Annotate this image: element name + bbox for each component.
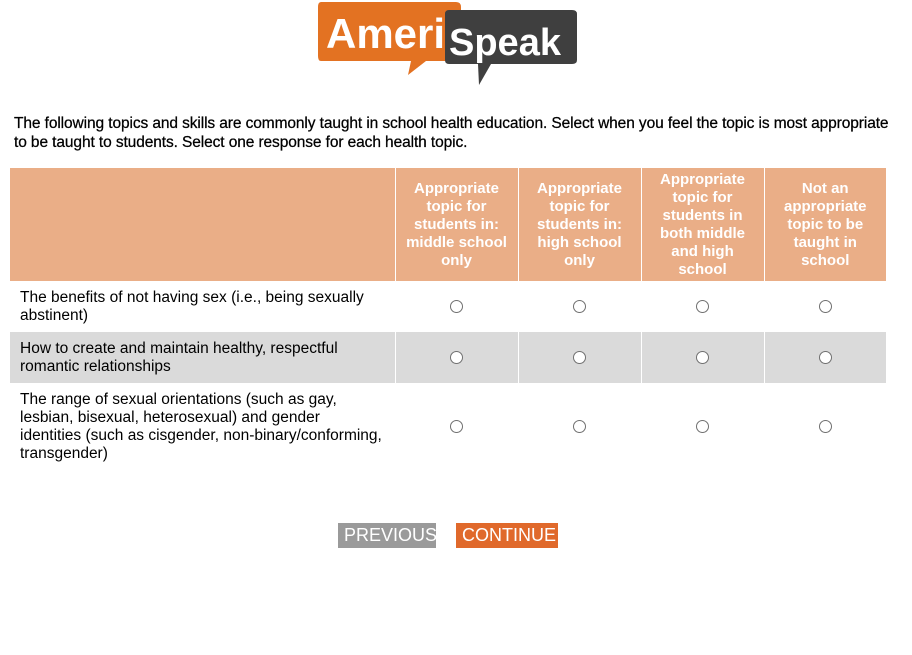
radio-cell[interactable]	[395, 332, 518, 383]
continue-button[interactable]: CONTINUE	[456, 523, 558, 548]
logo-text-speak: Speak	[449, 22, 561, 64]
column-header-both: Appropriate topic for students in both middle and high school	[641, 168, 764, 281]
row-label: The range of sexual orientations (such as gay, lesbian, bisexual, heterosexual) and gender identities (such as cisgender, non-binary/conforming, transgender)	[20, 391, 382, 462]
radio-cell[interactable]	[518, 281, 641, 332]
question-text: The following topics and skills are commonly taught in school health education. Select when you feel the topic is most appropriate to be taught to students. Select one response for each health topic.	[14, 115, 889, 151]
radio-button[interactable]	[450, 351, 463, 364]
radio-cell[interactable]	[395, 383, 518, 471]
row-label: How to create and maintain healthy, respectful romantic relationships	[10, 332, 395, 383]
radio-button[interactable]	[450, 300, 463, 313]
grid-header-row	[10, 168, 886, 281]
radio-button[interactable]	[819, 351, 832, 364]
radio-button[interactable]	[696, 300, 709, 313]
radio-cell[interactable]	[641, 281, 764, 332]
radio-button[interactable]	[819, 420, 832, 433]
table-row	[10, 383, 886, 471]
radio-button[interactable]	[573, 300, 586, 313]
radio-button[interactable]	[696, 351, 709, 364]
radio-cell[interactable]	[764, 332, 886, 383]
radio-button[interactable]	[819, 300, 832, 313]
column-header-middle-school: Appropriate topic for students in: middle school only	[395, 168, 518, 281]
radio-cell[interactable]	[764, 281, 886, 332]
column-header-high-school: Appropriate topic for students in: high school only	[518, 168, 641, 281]
radio-button[interactable]	[696, 420, 709, 433]
logo-text-ameri: Ameri	[326, 10, 446, 57]
previous-button[interactable]: PREVIOUS	[338, 523, 436, 548]
radio-button[interactable]	[573, 351, 586, 364]
grid-header-blank	[10, 168, 395, 281]
radio-cell[interactable]	[395, 281, 518, 332]
question-grid	[10, 168, 886, 471]
radio-cell[interactable]	[518, 383, 641, 471]
column-header-not-appropriate: Not an appropriate topic to be taught in school	[764, 168, 886, 281]
row-label: The benefits of not having sex (i.e., being sexually abstinent)	[20, 288, 364, 324]
logo-graphic	[318, 2, 580, 86]
radio-button[interactable]	[450, 420, 463, 433]
table-row	[10, 332, 886, 383]
radio-cell[interactable]	[764, 383, 886, 471]
radio-cell[interactable]	[518, 332, 641, 383]
amerispeak-logo	[318, 2, 580, 86]
radio-cell[interactable]	[641, 383, 764, 471]
table-row	[10, 281, 886, 332]
radio-button[interactable]	[573, 420, 586, 433]
radio-cell[interactable]	[641, 332, 764, 383]
